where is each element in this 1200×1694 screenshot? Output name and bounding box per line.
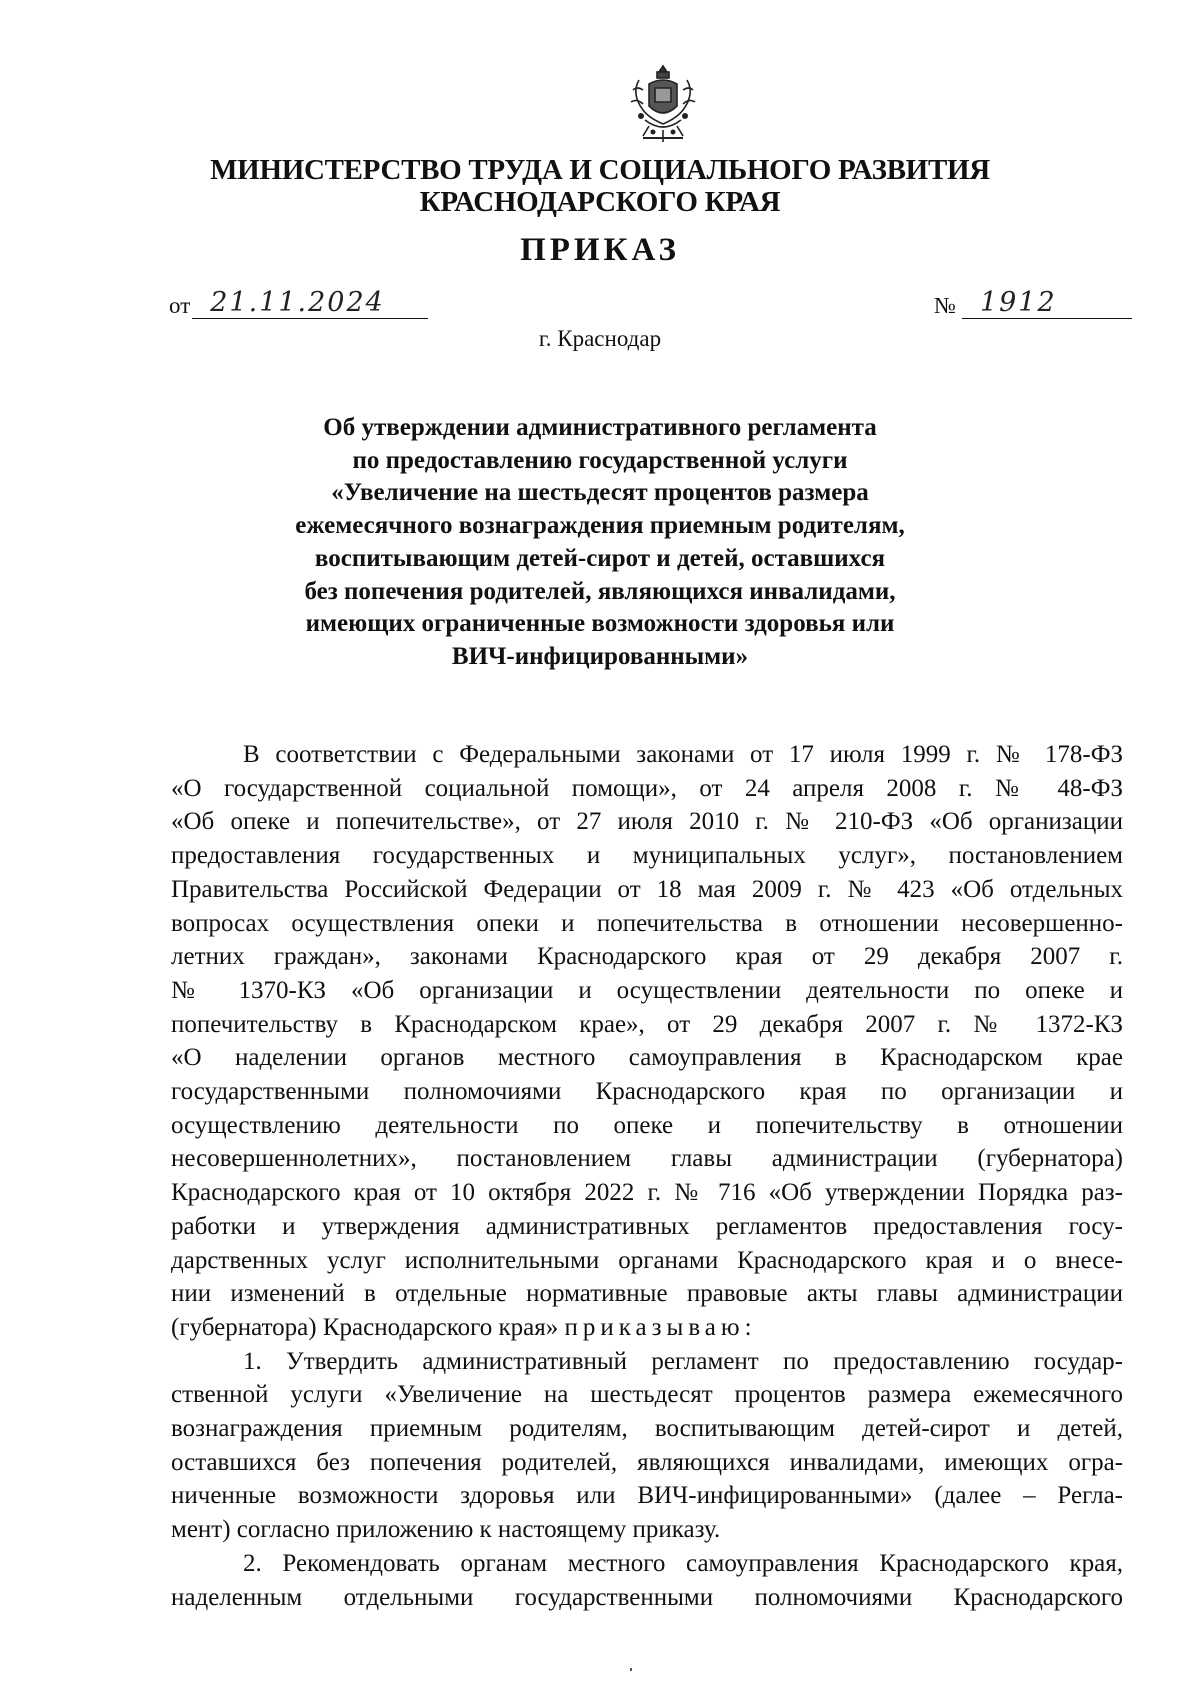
body-line: дарственных услуг исполнительными органами Краснодарского края и о внесе- (171, 1246, 1123, 1274)
subject-line: воспитывающим детей-сирот и детей, оставшихся (314, 544, 886, 572)
body-line: вознаграждения приемным родителям, воспитывающим детей-сирот и детей, (171, 1415, 1123, 1443)
body-line: Правительства Российской Федерации от 18 мая 2009 г. № 423 «Об отдельных (171, 875, 1123, 903)
subject-line: по предоставлению государственной услуги (352, 446, 848, 474)
date-handwritten: 21.11.2024 (210, 287, 385, 318)
body-line: «О наделении органов местного самоуправления в Краснодарском крае (171, 1044, 1123, 1072)
body-line: ственной услуги «Увеличение на шестьдесят процентов размера ежемесячного (171, 1381, 1123, 1409)
body-line: осуществлению деятельности по опеке и попечительству в отношении (171, 1111, 1123, 1139)
paragraph-preamble (171, 738, 1123, 1345)
body-line: «О государственной социальной помощи», от 24 апреля 2008 г. № 48-ФЗ (171, 774, 1123, 802)
date-field (192, 287, 428, 319)
body-line-last (171, 1311, 1123, 1345)
body-line: летних граждан», законами Краснодарского края от 29 декабря 2007 г. (171, 943, 1123, 971)
body-line: «Об опеке и попечительстве», от 27 июля 2010 г. № 210-ФЗ «Об организации (171, 808, 1123, 836)
ministry-line-2: КРАСНОДАРСКОГО КРАЯ (419, 186, 781, 218)
number-handwritten: 1912 (979, 287, 1057, 318)
subject-line: имеющих ограниченные возможности здоровья или (305, 610, 895, 638)
body-line: В соответствии с Федеральными законами от 17 июля 1999 г. № 178-ФЗ (243, 741, 1123, 768)
order-number (934, 287, 1132, 319)
body-line: попечительству в Краснодарском крае», от 29 декабря 2007 г. № 1372-КЗ (171, 1010, 1123, 1038)
body-line: предоставления государственных и муниципальных услуг», постановлением (171, 842, 1123, 870)
ministry-line-1: МИНИСТЕРСТВО ТРУДА И СОЦИАЛЬНОГО РАЗВИТИЯ (210, 154, 990, 186)
date-prefix: от (169, 293, 191, 318)
body-line: вопросах осуществления опеки и попечительства в отношении несовершенно- (171, 909, 1123, 937)
subject-line: Об утверждении административного регламента (323, 414, 877, 441)
body-line: 2. Рекомендовать органам местного самоуправления Краснодарского края, (243, 1549, 1123, 1577)
paragraph-item-1 (171, 1345, 1123, 1547)
order-body (171, 738, 1123, 1614)
number-field (962, 287, 1132, 319)
city-line: г. Краснодар (538, 326, 662, 351)
body-line: № 1370-КЗ «Об организации и осуществлении деятельности по опеке и (171, 976, 1123, 1004)
scan-speck (630, 1668, 632, 1671)
body-line: 1. Утвердить административный регламент по предоставлению государ- (243, 1347, 1123, 1375)
paragraph-item-2 (171, 1547, 1123, 1614)
body-line: наделенным отдельными государственными полномочиями Краснодарского (171, 1583, 1123, 1611)
subject-line: ежемесячного вознаграждения приемным родителям, (295, 512, 905, 540)
body-line: нии изменений в отдельные нормативные правовые акты главы администрации (171, 1280, 1123, 1308)
body-line-last: мент) согласно приложению к настоящему приказу. (171, 1516, 721, 1544)
preamble-tail: (губернатора) Краснодарского края» (171, 1313, 559, 1341)
document-type-title: ПРИКАЗ (520, 232, 680, 268)
body-line: государственными полномочиями Краснодарского края по организации и (171, 1078, 1123, 1106)
order-keyword: приказываю: (564, 1313, 757, 1341)
body-line: работки и утверждения административных регламентов предоставления госу- (171, 1212, 1123, 1240)
body-line: несовершеннолетних», постановлением главы администрации (губернатора) (171, 1145, 1123, 1173)
subject-line: ВИЧ-инфицированными» (451, 642, 749, 670)
number-prefix: № (934, 293, 956, 318)
subject-line: «Увеличение на шестьдесят процентов размера (331, 479, 869, 507)
body-line: оставшихся без попечения родителей, являющихся инвалидами, имеющих огра- (171, 1448, 1123, 1476)
order-subject (240, 412, 960, 674)
subject-line: без попечения родителей, являющихся инвалидами, (304, 577, 896, 605)
ministry-name (180, 154, 1020, 218)
order-date (169, 287, 428, 319)
coat-of-arms-emblem (619, 60, 707, 148)
body-line: Краснодарского края от 10 октября 2022 г. № 716 «Об утверждении Порядка раз- (171, 1179, 1123, 1207)
body-line: ниченные возможности здоровья или ВИЧ-инфицированными» (далее – Регла- (171, 1482, 1123, 1510)
